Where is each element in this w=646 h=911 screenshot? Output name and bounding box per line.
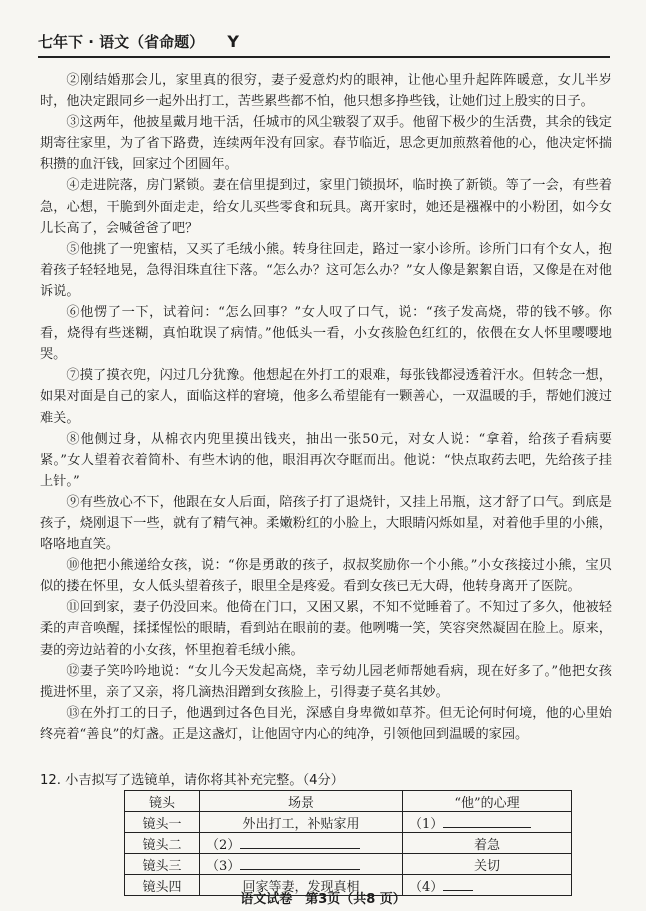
question-12: 12. 小吉拟写了选镜单，请你将其补充完整。（4分）: [40, 773, 344, 788]
paragraph: ②刚结婚那会儿，家里真的很穷，妻子爱意灼灼的眼神，让他心里升起阵阵暖意，女儿半岁时，他决定跟同乡一起外出打工，苦些累些都不怕，他只想多挣些钱，让她们过上殷实的日子。: [40, 73, 612, 110]
scene-cell: [200, 833, 403, 854]
page-header: [38, 30, 610, 58]
answer-number: （1）: [409, 816, 444, 832]
shot-cell: 镜头二: [125, 833, 200, 854]
paragraph: ⑤他挑了一兜蜜桔，又买了毛绒小熊。转身往回走，路过一家小诊所。诊所门口有个女人，抱着孩子轻轻地晃，急得泪珠直往下落。“怎么办？这可怎么办？”女人像是絮絮自语，又像是在对他诉说。: [40, 241, 612, 299]
answer-blank[interactable]: [240, 835, 360, 849]
answer-number: （3）: [206, 858, 241, 874]
shot-cell: 镜头三: [125, 854, 200, 875]
table-row: [125, 812, 572, 833]
mind-cell: [403, 812, 572, 833]
scene-cell: [200, 854, 403, 875]
shot-cell: 镜头四: [125, 875, 200, 896]
column-header: “他”的心理: [403, 791, 572, 812]
paragraph: ⑫妻子笑吟吟地说：“女儿今天发起高烧，幸亏幼儿园老师帮她看病，现在好多了。”他把女孩揽进怀里，亲了又亲，将几滴热泪蹭到女孩脸上，引得妻子莫名其妙。: [40, 663, 612, 700]
scene-cell: 外出打工，补贴家用: [200, 812, 403, 833]
column-header: 镜头: [125, 791, 200, 812]
table-row: [125, 854, 572, 875]
answer-blank[interactable]: [443, 814, 531, 828]
paragraph: ⑩他把小熊递给女孩，说：“你是勇敢的孩子，叔叔奖励你一个小熊。”小女孩接过小熊，宝贝似的搂在怀里，女人低头望着孩子，眼里全是疼爱。看到女孩已无大碍，他转身离开了医院。: [40, 558, 612, 595]
column-header: 场景: [200, 791, 403, 812]
paragraph: ⑦摸了摸衣兜，闪过几分犹豫。他想起在外打工的艰难，每张钱都浸透着汗水。但转念一想，如果对面是自己的家人，面临这样的窘境，他多么希望能有一颗善心，一双温暖的手，帮她们渡过难关。: [40, 368, 612, 426]
paragraph: ④走进院落，房门紧锁。妻在信里提到过，家里门锁损坏，临时换了新锁。等了一会，有些着急，心想，干脆到外面走走，给女儿买些零食和玩具。离开家时，她还是襁褓中的小粉团，如今女儿长高了，会喊爸爸了吧？: [40, 178, 612, 236]
header-letter: Y: [227, 32, 239, 51]
answer-blank[interactable]: [240, 856, 360, 870]
shot-cell: 镜头一: [125, 812, 200, 833]
paragraph: ⑨有些放心不下，他跟在女人后面，陪孩子打了退烧针，又挂上吊瓶，这才舒了口气。到底是孩子，烧刚退下一些，就有了精气神。柔嫩粉红的小脸上，大眼睛闪烁如星，对着他手里的小熊，咯咯地直笑。: [40, 494, 612, 553]
mind-cell: 着急: [403, 833, 572, 854]
scene-cell: 回家等妻，发现真相: [200, 875, 403, 896]
header-title: 七年下 · 语文（省命题）: [38, 33, 205, 51]
paragraph: ⑬在外打工的日子，他遇到过各色目光，深感自身卑微如草芥。但无论何时何境，他的心里始终亮着“善良”的灯盏。正是这盏灯，让他固守内心的纯净，引领他回到温暖的家园。: [40, 705, 612, 742]
page-footer: 语文试卷 第3页（共8 页）: [240, 892, 406, 907]
article-body: [40, 70, 612, 745]
table-header-row: [125, 791, 572, 812]
answer-number: （2）: [206, 837, 241, 853]
paragraph: ⑧他侧过身，从棉衣内兜里摸出钱夹，抽出一张50元，对女人说：“拿着，给孩子看病要紧。”女人望着衣着简朴、有些木讷的他，眼泪再次夺眶而出。他说：“快点取药去吧，先给孩子挂上针。”: [40, 431, 612, 489]
table-row: [125, 833, 572, 854]
mind-cell: 关切: [403, 854, 572, 875]
paragraph: ⑥他愣了一下，试着问：“怎么回事？”女人叹了口气，说：“孩子发高烧，带的钱不够。你看，烧得有些迷糊，真怕耽误了病情。”他低头一看，小女孩脸色红红的，依偎在女人怀里嘤嘤地哭。: [40, 305, 612, 363]
shot-table: [124, 790, 572, 896]
paragraph: ③这两年，他披星戴月地干活，任城市的风尘皲裂了双手。他留下极少的生活费，其余的钱定期寄往家里，为了省下路费，连续两年没有回家。春节临近，思念更加煎熬着他的心，他决定怀揣积攒的血汗钱，回家过个团圆年。: [40, 115, 612, 173]
answer-number: （4）: [409, 879, 444, 895]
paragraph: ⑪回到家，妻子仍没回来。他倚在门口，又困又累，不知不觉睡着了。不知过了多久，他被轻柔的声音唤醒，揉揉惺忪的眼睛，看到站在眼前的妻。他咧嘴一笑，笑容突然凝固在脸上。原来，妻的旁边站着的小女孩，怀里抱着毛绒小熊。: [40, 600, 612, 658]
